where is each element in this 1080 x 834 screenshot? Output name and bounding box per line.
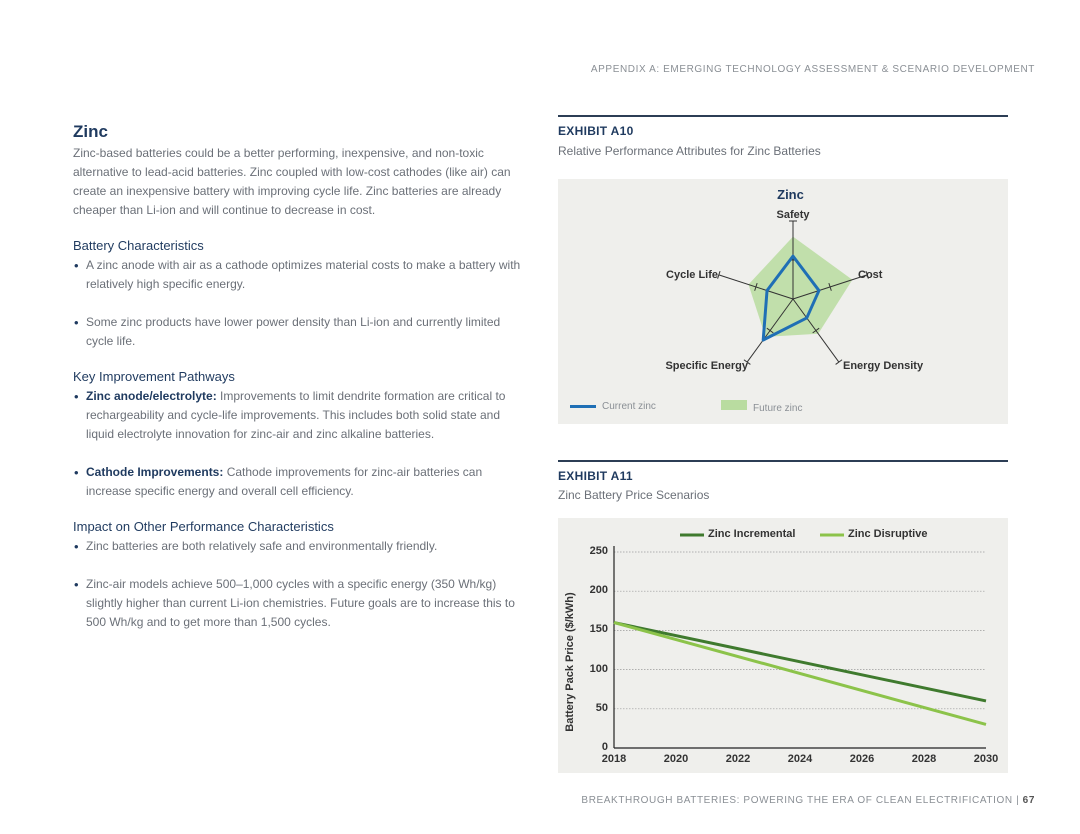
x-tick-label: 2018 — [601, 753, 627, 765]
bullet-text: Zinc batteries are both relatively safe and environmentally friendly. — [86, 539, 438, 553]
radar-axis-label: Safety — [776, 209, 810, 221]
section-title: Zinc — [73, 122, 108, 141]
x-tick-label: 2028 — [911, 753, 937, 765]
sections — [73, 237, 528, 632]
y-tick-label: 150 — [589, 623, 608, 636]
legend-swatch-current — [570, 405, 596, 408]
bullet-item — [73, 575, 528, 632]
exhibit-a10-label: EXHIBIT A10 — [558, 124, 634, 138]
y-tick-label: 200 — [589, 584, 608, 597]
bullet-list — [73, 256, 528, 351]
intro-paragraph: Zinc-based batteries could be a better performing, inexpensive, and non-toxic alternative to lead-acid batteries. Zinc coupled with low-cost cathodes (like air) can create an inexpensive battery with improving cycle life. Zinc batteries are already cheaper than Li-ion and will continue to decrease in cost. — [73, 146, 511, 217]
x-tick-label: 2024 — [787, 753, 813, 765]
y-tick-label: 250 — [589, 545, 608, 557]
section-heading: Key Improvement Pathways — [73, 369, 235, 384]
bullet-list — [73, 537, 528, 632]
radar-chart-panel — [558, 179, 1008, 424]
section-heading: Impact on Other Performance Characteristics — [73, 519, 334, 534]
page-number: 67 — [1022, 795, 1035, 806]
bullet-list — [73, 387, 528, 501]
legend-label: Zinc Incremental — [708, 528, 796, 540]
legend-label-current: Current zinc — [602, 401, 656, 412]
bullet-item — [73, 387, 528, 444]
radar-axis-label: Specific Energy — [665, 360, 748, 372]
exhibit-a11-rule — [558, 460, 1008, 462]
section-heading: Battery Characteristics — [73, 238, 204, 253]
y-tick-label: 50 — [595, 701, 608, 714]
y-axis-label: Battery Pack Price ($/kWh) — [564, 592, 576, 732]
exhibit-a10-subtitle: Relative Performance Attributes for Zinc Batteries — [558, 144, 821, 158]
bullet-item — [73, 537, 528, 556]
radar-axis-label: Cycle Life — [666, 269, 718, 281]
line-chart — [558, 518, 1008, 773]
footer-text: BREAKTHROUGH BATTERIES: POWERING THE ERA OF CLEAN ELECTRIFICATION | — [581, 795, 1020, 806]
running-head: APPENDIX A: EMERGING TECHNOLOGY ASSESSMENT & SCENARIO DEVELOPMENT — [590, 64, 1035, 75]
bullet-lead: Zinc anode/electrolyte: — [86, 389, 217, 403]
x-tick-label: 2030 — [973, 753, 999, 765]
legend-label-future: Future zinc — [753, 403, 803, 414]
y-tick-label: 100 — [589, 662, 608, 675]
bullet-text: Improvements to limit dendrite formation are critical to rechargeability and cycle-life improvements. This includes both solid state and liquid electrolyte innovation for zinc-air and zinc alkaline batteries. — [86, 389, 506, 441]
page-footer — [581, 795, 1035, 806]
legend-label: Zinc Disruptive — [848, 528, 928, 540]
exhibit-a11-subtitle: Zinc Battery Price Scenarios — [558, 488, 710, 502]
y-tick-label: 0 — [601, 741, 608, 753]
x-tick-label: 2022 — [725, 753, 751, 765]
exhibit-a10-rule — [558, 115, 1008, 117]
x-tick-label: 2020 — [663, 753, 689, 765]
x-tick-label: 2026 — [849, 753, 875, 765]
radar-chart-title: Zinc — [777, 187, 804, 202]
line-chart-panel — [558, 518, 1008, 773]
bullet-item — [73, 463, 528, 501]
bullet-text: A zinc anode with air as a cathode optimizes material costs to make a battery with relatively high specific energy. — [86, 258, 521, 291]
series-line-incremental — [614, 623, 986, 701]
series-line-disruptive — [614, 623, 986, 725]
exhibit-a11-label: EXHIBIT A11 — [558, 469, 633, 483]
bullet-lead: Cathode Improvements: — [86, 465, 224, 479]
legend-swatch-future — [721, 400, 747, 410]
bullet-item — [73, 256, 528, 294]
radar-tick — [836, 360, 842, 365]
bullet-text: Zinc-air models achieve 500–1,000 cycles with a specific energy (350 Wh/kg) slightly higher than current Li-ion chemistries. Future goals are to increase this to 500 Wh/kg and to get more than 1,500 cycles. — [86, 577, 515, 629]
bullet-text: Some zinc products have lower power density than Li-ion and currently limited cycle life. — [86, 315, 501, 348]
left-column — [73, 120, 528, 632]
radar-axis-label: Energy Density — [843, 360, 924, 372]
bullet-item — [73, 313, 528, 351]
bullet-text: Cathode improvements for zinc-air batteries can increase specific energy and overall cell efficiency. — [86, 465, 483, 498]
radar-axis-label: Cost — [858, 269, 883, 281]
